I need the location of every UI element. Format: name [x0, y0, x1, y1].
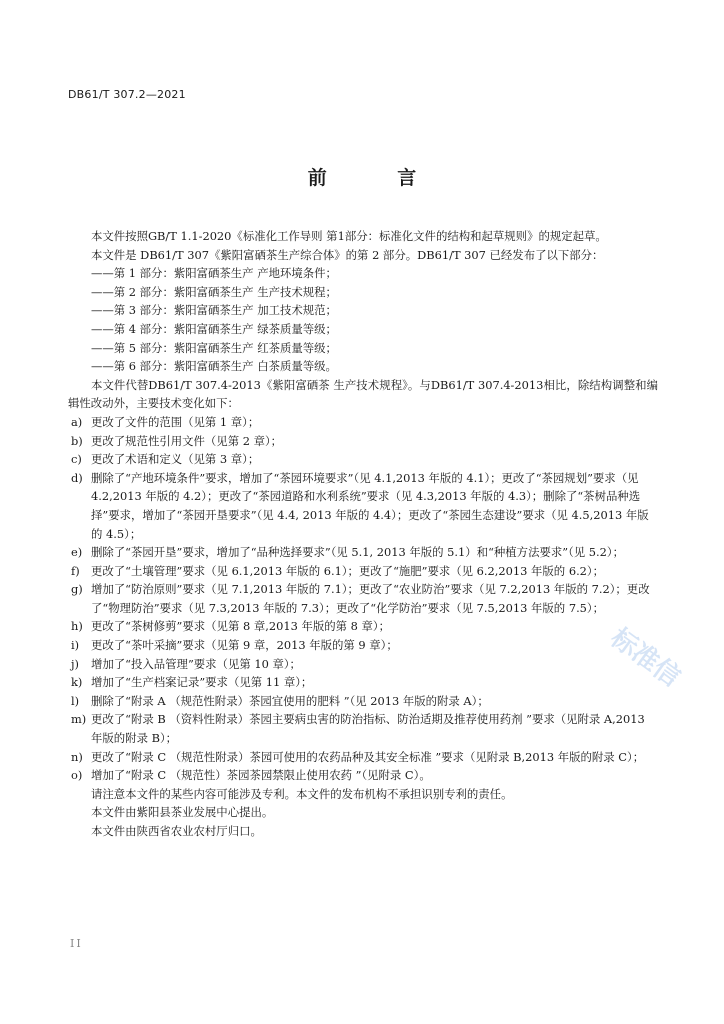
- list-marker: b): [71, 433, 83, 448]
- change-list-item: [68, 562, 658, 581]
- list-text: 增加了“防治原则”要求（见 7.1,2013 年版的 7.1）；更改了“农业防治”要求（见 7.2,2013 年版的 7.2）；更改了“物理防治”要求（见 7.3,2013 年版的 7.3）；更改了“化学防治”要求（见 7.5,2013 年版的 7.5）；: [91, 582, 650, 615]
- list-text: 删除了“茶园开垦”要求，增加了“品种选择要求”（见 5.1, 2013 年版的 5.1）和“种植方法要求”（见 5.2）；: [91, 545, 624, 560]
- change-list-item: [68, 673, 658, 692]
- change-list-item: [68, 413, 658, 432]
- list-marker: a): [71, 414, 83, 429]
- change-list-item: [68, 636, 658, 655]
- part-list-item: ——第 5 部分：紫阳富硒茶生产 红茶质量等级；: [91, 340, 337, 355]
- list-marker: l): [71, 693, 80, 708]
- page-number: II: [70, 937, 83, 950]
- paragraph-part-intro: 本文件是 DB61/T 307《紫阳富硒茶生产综合体》的第 2 部分。DB61/T 307 已经发布了以下部分：: [91, 247, 604, 262]
- watermark-text: 标准信: [604, 622, 686, 693]
- change-list-item: [68, 655, 658, 674]
- document-body: [68, 227, 658, 841]
- list-marker: d): [71, 470, 83, 485]
- list-text: 增加了“投入品管理”要求（见第 10 章）；: [91, 656, 301, 671]
- list-marker: o): [71, 768, 83, 783]
- part-list-item: ——第 1 部分：紫阳富硒茶生产 产地环境条件；: [91, 266, 337, 281]
- page-title: 前 言: [307, 167, 449, 189]
- list-text: 更改了术语和定义（见第 3 章）；: [91, 452, 260, 467]
- change-list-item: [68, 617, 658, 636]
- paragraph-proposer: 本文件由紫阳县茶业发展中心提出。: [91, 805, 274, 820]
- change-list-item: [68, 450, 658, 469]
- list-marker: j): [71, 656, 79, 671]
- document-code: DB61/T 307.2—2021: [68, 88, 186, 101]
- list-marker: i): [71, 638, 80, 653]
- list-text: 更改了“附录 B （资料性附录）茶园主要病虫害的防治指标、防治适期及推荐使用药剂 ”要求（见附录 A,2013 年版的附录 B）；: [91, 712, 645, 746]
- list-text: 更改了“附录 C （规范性附录）茶园可使用的农药品种及其安全标准 ”要求（见附录 B,2013 年版的附录 C）；: [91, 749, 645, 764]
- list-text: 更改了规范性引用文件（见第 2 章）；: [91, 433, 283, 448]
- list-text: 更改了“土壤管理”要求（见 6.1,2013 年版的 6.1）；更改了“施肥”要求（见 6.2,2013 年版的 6.2）；: [91, 563, 605, 578]
- list-marker: m): [71, 712, 87, 727]
- paragraph-replacement: 本文件代替DB61/T 307.4-2013《紫阳富硒茶 生产技术规程》。与DB61/T 307.4-2013相比，除结构调整和编辑性改动外，主要技术变化如下：: [68, 377, 658, 411]
- part-list-item: ——第 6 部分：紫阳富硒茶生产 白茶质量等级。: [91, 359, 337, 374]
- paragraph-administrator: 本文件由陕西省农业农村厅归口。: [91, 824, 262, 838]
- list-marker: g): [71, 582, 83, 597]
- list-text: 增加了“附录 C （规范性）茶园茶园禁限止使用农药 ”（见附录 C）。: [91, 768, 431, 783]
- change-list-item: [68, 710, 658, 747]
- list-marker: n): [71, 749, 83, 764]
- part-list-item: ——第 4 部分：紫阳富硒茶生产 绿茶质量等级；: [91, 321, 337, 336]
- list-text: 更改了文件的范围（见第 1 章）；: [91, 414, 260, 429]
- change-list-item: [68, 469, 658, 543]
- change-list-item: [68, 766, 658, 785]
- list-text: 增加了“生产档案记录”要求（见第 11 章）；: [91, 675, 313, 690]
- list-text: 更改了“茶树修剪”要求（见第 8 章,2013 年版的第 8 章）；: [91, 619, 390, 634]
- part-list-item: ——第 2 部分：紫阳富硒茶生产 生产技术规程；: [91, 284, 337, 299]
- change-list-item: [68, 692, 658, 711]
- change-list-item: [68, 748, 658, 767]
- list-marker: h): [71, 619, 83, 634]
- change-list-item: [68, 543, 658, 562]
- part-list-item: ——第 3 部分：紫阳富硒茶生产 加工技术规范；: [91, 303, 337, 318]
- list-marker: c): [71, 452, 82, 467]
- list-text: 删除了“产地环境条件”要求，增加了“茶园环境要求”（见 4.1,2013 年版的 4.1）；更改了“茶园规划”要求（见 4.2,2013 年版的 4.2）；更改了“茶园道路和水利系统”要求（见 4.3,2013 年版的 4.3）；删除了“茶树品种选择”要求，增加了“茶园开垦要求”（见 4.4, 2013 年版的 4.4）；更改了“茶园生态建设”要求（见 4.5,2013 年版的 4.5）；: [91, 470, 649, 541]
- list-text: 删除了“附录 A （规范性附录）茶园宜使用的肥料 ”（见 2013 年版的附录 A）；: [91, 693, 489, 708]
- list-text: 更改了“茶叶采摘”要求（见第 9 章，2013 年版的第 9 章）；: [91, 638, 398, 653]
- change-list-item: [68, 432, 658, 451]
- paragraph-patent-notice: 请注意本文件的某些内容可能涉及专利。本文件的发布机构不承担识别专利的责任。: [91, 786, 513, 801]
- paragraph-basis: 本文件按照GB/T 1.1-2020《标准化工作导则 第1部分：标准化文件的结构和起草规则》的规定起草。: [91, 229, 607, 243]
- list-marker: k): [71, 675, 83, 690]
- list-marker: e): [71, 545, 83, 560]
- change-list-item: [68, 580, 658, 617]
- list-marker: f): [71, 563, 80, 578]
